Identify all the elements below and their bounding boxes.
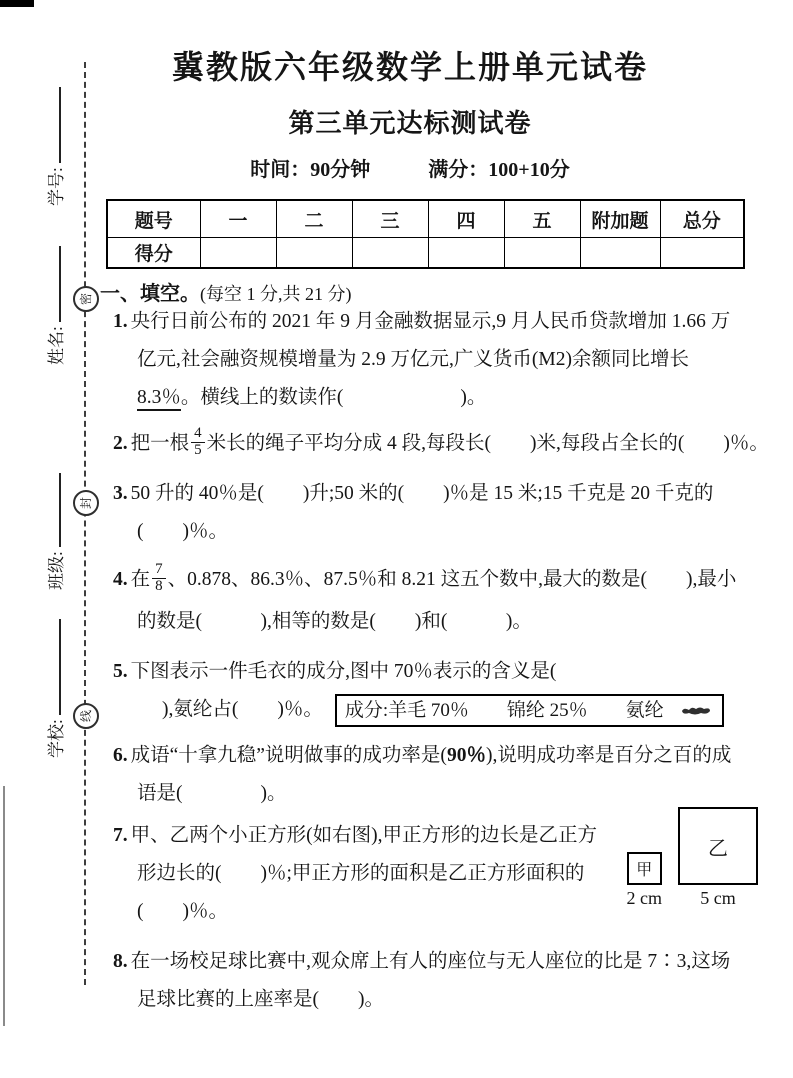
score-header-cell: 附加题	[580, 200, 660, 238]
exam-time: 时间：90分钟	[250, 159, 371, 181]
score-cell-empty	[352, 238, 428, 269]
question-text: 、0.878、86.3％、87.5％和 8.21 这五个数中,最大的数是( ),最小	[167, 569, 737, 590]
question-text: ),氨纶占( )％。	[162, 699, 323, 720]
score-table-score-row	[107, 238, 744, 269]
question-6	[100, 737, 762, 813]
square-yi-group	[678, 807, 758, 909]
score-table	[106, 199, 745, 269]
fraction-denominator: 8	[152, 578, 166, 595]
question-text: 50 升的 40％是( )升;50 米的( )％是 15 米;15 千克是 20 千克的	[130, 483, 714, 504]
question-number: 3.	[113, 483, 128, 504]
class-field	[42, 454, 66, 590]
question-text: 成语“十拿九稳”说明做事的成功率是(	[130, 745, 447, 766]
question-8	[100, 943, 762, 1019]
scan-corner-mark	[0, 0, 34, 7]
score-cell-empty	[660, 238, 744, 269]
question-1	[100, 303, 762, 417]
section-heading-main: 一、填空。	[100, 283, 200, 305]
question-3	[100, 475, 762, 551]
seal-fold-line	[84, 62, 86, 985]
smudge-blob-icon	[680, 704, 712, 717]
school-field	[42, 602, 66, 758]
score-cell-empty	[276, 238, 352, 269]
seal-char-mi	[73, 286, 99, 312]
square-yi	[678, 807, 758, 885]
square-yi-size: 5 cm	[700, 888, 736, 908]
questions-area	[100, 303, 769, 1019]
score-cell-empty	[200, 238, 276, 269]
question-text: 把一根	[130, 433, 190, 454]
fraction	[191, 426, 205, 459]
question-text: 语是( )。	[137, 783, 287, 804]
class-blank	[48, 473, 61, 547]
question-text: 形边长的( )％;甲正方形的面积是乙正方形面积的	[137, 863, 585, 884]
question-text: 的数是( ),相等的数是( )和( )。	[137, 611, 532, 632]
score-table-header-row	[107, 200, 744, 238]
seal-char-xian	[73, 703, 99, 729]
composition-text: 成分:羊毛 70％ 锦纶 25％ 氨纶	[344, 700, 664, 722]
page-title: 冀教版六年级数学上册单元试卷	[171, 49, 648, 85]
question-number: 6.	[113, 745, 128, 766]
score-header-cell: 一	[200, 200, 276, 238]
school-blank	[48, 619, 61, 715]
student-id-label: 学号:	[46, 167, 66, 206]
score-cell-empty	[504, 238, 580, 269]
fraction-numerator: 7	[155, 561, 163, 578]
section-heading-paren: (每空 1 分,共 21 分)	[200, 284, 352, 304]
seal-char-feng	[73, 490, 99, 516]
sweater-composition-box	[335, 694, 724, 727]
question-5	[100, 653, 762, 729]
question-text: 。横线上的数读作( )。	[180, 387, 487, 408]
square-jia-size: 2 cm	[626, 888, 662, 908]
question-text: 足球比赛的上座率是( )。	[137, 989, 384, 1010]
score-header-cell: 四	[428, 200, 504, 238]
question-text: 米长的绳子平均分成 4 段,每段长( )米,每段占全长的( )％。	[206, 433, 769, 454]
bold-value: 90％	[446, 745, 486, 766]
page-subtitle: 第三单元达标测试卷	[288, 109, 532, 138]
squares-diagram	[627, 807, 759, 909]
question-number: 1.	[113, 311, 128, 332]
question-number: 2.	[113, 433, 128, 454]
section-one-heading	[100, 277, 352, 306]
page-edge-artifact	[3, 786, 5, 1026]
square-jia-group	[627, 852, 663, 909]
fraction-numerator: 4	[194, 425, 202, 442]
score-row-label: 得分	[107, 238, 200, 269]
question-number: 5.	[113, 661, 128, 682]
question-text: ),说明成功率是百分之百的成	[485, 745, 732, 766]
question-text: 甲、乙两个小正方形(如右图),甲正方形的边长是乙正方	[130, 825, 597, 846]
score-header-cell: 总分	[660, 200, 744, 238]
exam-info	[80, 153, 740, 182]
score-header-cell: 三	[352, 200, 428, 238]
score-header-cell: 二	[276, 200, 352, 238]
student-id-field	[42, 74, 66, 206]
name-field	[42, 231, 66, 365]
question-number: 7.	[113, 825, 128, 846]
student-id-blank	[48, 87, 61, 163]
name-blank	[48, 246, 61, 322]
question-text: 在一场校足球比赛中,观众席上有人的座位与无人座位的比是 7∶3,这场	[130, 951, 731, 972]
question-7	[100, 817, 762, 931]
question-2	[100, 425, 769, 463]
question-text: 央行日前公布的 2021 年 9 月金融数据显示,9 月人民币贷款增加 1.66 万	[130, 311, 731, 332]
seal-char-label: 线	[78, 709, 93, 723]
school-label: 学校:	[46, 719, 66, 758]
score-cell-empty	[580, 238, 660, 269]
question-4	[100, 561, 762, 641]
square-jia	[627, 852, 662, 885]
square-yi-label: 乙	[708, 837, 728, 860]
score-header-cell: 五	[504, 200, 580, 238]
underlined-value: 8.3％	[137, 387, 181, 411]
score-cell-empty	[428, 238, 504, 269]
fraction-denominator: 5	[191, 442, 205, 459]
name-label: 姓名:	[46, 326, 66, 365]
score-header-cell: 题号	[107, 200, 200, 238]
class-label: 班级:	[46, 551, 66, 590]
question-text: ( )％。	[137, 901, 228, 922]
seal-char-label: 密	[78, 292, 93, 306]
question-text: ( )％。	[137, 521, 228, 542]
question-text: 亿元,社会融资规模增量为 2.9 万亿元,广义货币(M2)余额同比增长	[137, 349, 689, 370]
question-number: 8.	[113, 951, 128, 972]
fraction	[152, 562, 166, 595]
question-number: 4.	[113, 569, 128, 590]
question-text: 下图表示一件毛衣的成分,图中 70％表示的含义是(	[130, 661, 557, 682]
square-jia-label: 甲	[636, 862, 653, 879]
exam-full-score: 满分：100+10分	[428, 159, 570, 181]
seal-char-label: 封	[78, 496, 93, 510]
question-text: 在	[130, 569, 151, 590]
